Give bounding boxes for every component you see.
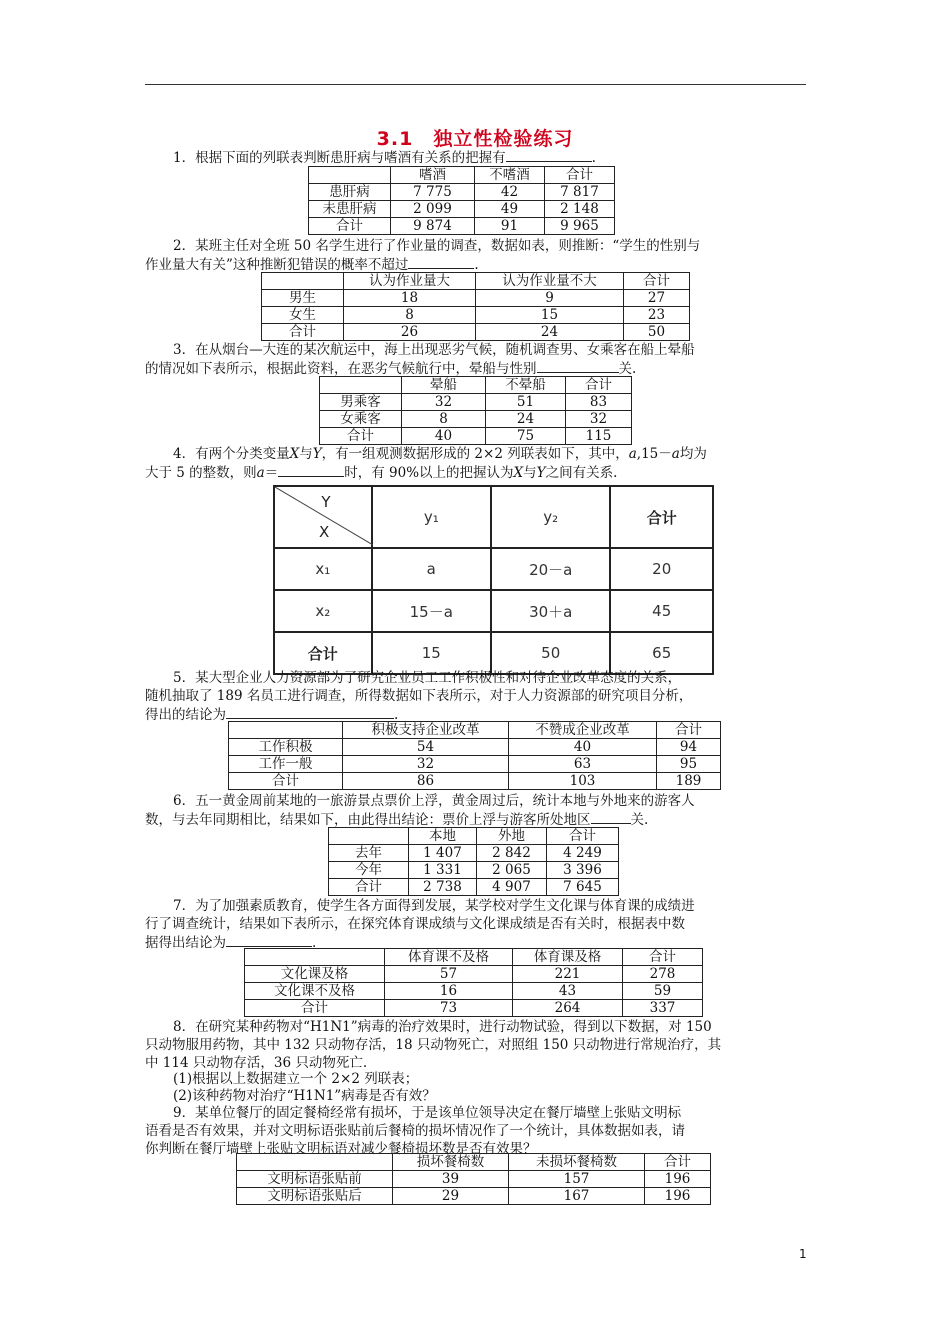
table-cell: 女乘客	[320, 411, 402, 428]
table-row	[274, 632, 713, 674]
table-cell: 女生	[262, 307, 344, 324]
q4-text: 4．有两个分类变量X与Y，有一组观测数据形成的 2×2 列联表如下，其中，a,15－a均为 大于 5 的整数，则a＝ 时，有 90%以上的把握认为X与Y之间有关系.	[145, 446, 707, 481]
table-cell: 合计	[566, 377, 632, 394]
table-cell: 认为作业量不大	[476, 273, 624, 290]
q1-text: 1．根据下面的列联表判断患肝病与嗜酒有关系的把握有 .	[173, 150, 596, 166]
table-cell: 91	[475, 218, 545, 235]
table-cell: 未损坏餐椅数	[509, 1154, 645, 1171]
table-cell: 9 965	[545, 218, 615, 235]
table-row	[309, 218, 615, 235]
table-cell: 本地	[409, 828, 477, 845]
table-cell: 50	[624, 324, 690, 341]
table-cell: y₁	[372, 486, 491, 548]
q5-table	[228, 721, 721, 790]
table-cell	[245, 949, 385, 966]
table-row	[329, 862, 619, 879]
table-header-row	[309, 167, 615, 184]
table-cell: 体育课及格	[513, 949, 623, 966]
table-cell	[309, 167, 391, 184]
table-cell: 42	[475, 184, 545, 201]
table-cell: 去年	[329, 845, 409, 862]
table-cell: 损坏餐椅数	[393, 1154, 509, 1171]
table-row	[274, 548, 713, 590]
table-row	[309, 184, 615, 201]
table-cell: 95	[657, 756, 721, 773]
q3-table	[319, 376, 632, 445]
table-cell: 157	[509, 1171, 645, 1188]
table-cell: 2 148	[545, 201, 615, 218]
table-cell: 合计	[309, 218, 391, 235]
table-cell	[229, 722, 343, 739]
q4-table	[273, 485, 714, 675]
table-cell: 合计	[245, 1000, 385, 1017]
table-cell: 2 099	[391, 201, 475, 218]
table-cell: 4 907	[477, 879, 547, 896]
table-cell: 54	[343, 739, 509, 756]
q8-text: 8．在研究某种药物对“H1N1”病毒的治疗效果时，进行动物试验，得到以下数据，对 150 只动物服用药物，其中 132 只动物存活，18 只动物死亡，对照组 150 只动物进行常规治疗，其 中 114 只动物存活，36 只动物死亡.	[145, 1019, 722, 1071]
answer-blank	[226, 933, 312, 947]
table-cell: 认为作业量大	[344, 273, 476, 290]
table-row	[262, 290, 690, 307]
table-cell	[237, 1154, 393, 1171]
table-cell: 39	[393, 1171, 509, 1188]
table-cell: 50	[491, 632, 610, 674]
table-row	[262, 324, 690, 341]
q8-sub2: (2)该种药物对治疗“H1N1”病毒是否有效？	[173, 1088, 436, 1104]
table-row	[320, 428, 632, 445]
table-cell: 合计	[545, 167, 615, 184]
q9-table	[236, 1153, 711, 1205]
table-cell: 32	[566, 411, 632, 428]
table-cell: 8	[344, 307, 476, 324]
table-cell: 16	[385, 983, 513, 1000]
table-cell: 文明标语张贴后	[237, 1188, 393, 1205]
table-cell: a	[372, 548, 491, 590]
table-cell: 4 249	[547, 845, 619, 862]
q7-table	[244, 948, 703, 1017]
table-cell: 不赞成企业改革	[509, 722, 657, 739]
table-cell: 94	[657, 739, 721, 756]
table-cell: 7 645	[547, 879, 619, 896]
table-cell: 嗜酒	[391, 167, 475, 184]
table-cell: 278	[623, 966, 703, 983]
table-cell: 24	[476, 324, 624, 341]
table-cell: 工作一般	[229, 756, 343, 773]
table-row	[274, 590, 713, 632]
q9-text: 9．某单位餐厅的固定餐椅经常有损坏，于是该单位领导决定在餐厅墙壁上张贴文明标 语看是否有效果，并对文明标语张贴前后餐椅的损坏情况作了一个统计，具体数据如表，请 你判断在餐厅墙壁上张贴文明标语对减少餐椅损坏数是否有效果？	[145, 1105, 685, 1157]
table-row	[245, 966, 703, 983]
q6-table	[328, 827, 619, 896]
table-cell: 合计	[547, 828, 619, 845]
table-cell: 15	[476, 307, 624, 324]
table-cell: 40	[509, 739, 657, 756]
q2-table	[261, 272, 690, 341]
table-cell: 2 738	[409, 879, 477, 896]
table-cell: 外地	[477, 828, 547, 845]
table-cell: 合计	[657, 722, 721, 739]
table-row	[229, 756, 721, 773]
table-cell: 221	[513, 966, 623, 983]
table-row	[237, 1188, 711, 1205]
answer-blank	[591, 810, 631, 824]
table-cell: 73	[385, 1000, 513, 1017]
table-cell: 患肝病	[309, 184, 391, 201]
table-cell: 合计	[229, 773, 343, 790]
table-cell: 积极支持企业改革	[343, 722, 509, 739]
q5-text: 5．某大型企业人力资源部为了研究企业员工工作积极性和对待企业改革态度的关系， 随机抽取了 189 名员工进行调查，所得数据如下表所示，对于人力资源部的研究项目分析， 得出的结论为 .	[145, 670, 693, 723]
table-cell: 体育课不及格	[385, 949, 513, 966]
answer-blank	[408, 255, 474, 269]
answer-blank	[278, 463, 344, 477]
table-cell: 文化课不及格	[245, 983, 385, 1000]
table-cell: 15－a	[372, 590, 491, 632]
table-cell: 9	[476, 290, 624, 307]
table-cell: 30＋a	[491, 590, 610, 632]
table-cell	[320, 377, 402, 394]
table-cell: 196	[645, 1171, 711, 1188]
table-cell: 49	[475, 201, 545, 218]
table-cell: 51	[486, 394, 566, 411]
q1-table	[308, 166, 615, 235]
table-cell: 9 874	[391, 218, 475, 235]
q8-sub1: (1)根据以上数据建立一个 2×2 列联表；	[173, 1071, 419, 1087]
table-cell: 26	[344, 324, 476, 341]
table-row	[320, 411, 632, 428]
diagonal-corner-cell	[274, 486, 372, 548]
page-number: 1	[799, 1247, 807, 1261]
table-cell: 337	[623, 1000, 703, 1017]
table-cell: 167	[509, 1188, 645, 1205]
table-cell: 2 065	[477, 862, 547, 879]
table-cell: 男生	[262, 290, 344, 307]
table-cell: 59	[623, 983, 703, 1000]
table-cell: 合计	[624, 273, 690, 290]
table-cell: 2 842	[477, 845, 547, 862]
table-cell: 57	[385, 966, 513, 983]
table-row	[229, 773, 721, 790]
table-cell: 63	[509, 756, 657, 773]
page-title: 3.1 独立性检验练习	[376, 128, 574, 150]
table-cell: 文明标语张贴前	[237, 1171, 393, 1188]
table-cell: 3 396	[547, 862, 619, 879]
table-row	[245, 1000, 703, 1017]
table-cell: 今年	[329, 862, 409, 879]
table-cell: 75	[486, 428, 566, 445]
table-cell: 未患肝病	[309, 201, 391, 218]
table-cell: 8	[402, 411, 486, 428]
q3-text: 3．在从烟台—大连的某次航运中，海上出现恶劣气候，随机调查男、女乘客在船上晕船 的情况如下表所示，根据此资料，在恶劣气候航行中，晕船与性别 关.	[145, 342, 695, 377]
table-cell: 不晕船	[486, 377, 566, 394]
table-cell: 43	[513, 983, 623, 1000]
table-cell: 32	[402, 394, 486, 411]
table-cell: 男乘客	[320, 394, 402, 411]
table-row	[329, 845, 619, 862]
table-cell: 18	[344, 290, 476, 307]
answer-blank	[506, 148, 592, 162]
table-cell: x₁	[274, 548, 372, 590]
table-row	[237, 1171, 711, 1188]
table-cell: 196	[645, 1188, 711, 1205]
table-cell: 32	[343, 756, 509, 773]
header-rule	[145, 84, 806, 85]
table-cell: 合计	[645, 1154, 711, 1171]
q7-text: 7．为了加强素质教育，使学生各方面得到发展，某学校对学生文化课与体育课的成绩进 行了调查统计，结果如下表所示，在探究体育课成绩与文化课成绩是否有关时，根据表中数 据得出结论为 .	[145, 898, 695, 951]
corner-label-x: X	[319, 523, 330, 541]
table-cell: 45	[610, 590, 713, 632]
table-cell: 7 775	[391, 184, 475, 201]
table-cell: 189	[657, 773, 721, 790]
table-cell: 24	[486, 411, 566, 428]
table-cell: 1 407	[409, 845, 477, 862]
table-cell: y₂	[491, 486, 610, 548]
table-cell: 工作积极	[229, 739, 343, 756]
answer-blank	[537, 359, 619, 373]
table-cell: 86	[343, 773, 509, 790]
table-cell: 20	[610, 548, 713, 590]
table-cell: 合计	[320, 428, 402, 445]
table-cell: 晕船	[402, 377, 486, 394]
table-cell: 15	[372, 632, 491, 674]
table-row	[229, 739, 721, 756]
answer-blank	[226, 705, 394, 719]
table-row	[320, 394, 632, 411]
table-cell: 83	[566, 394, 632, 411]
table-row	[309, 201, 615, 218]
table-cell: 115	[566, 428, 632, 445]
table-cell: 27	[624, 290, 690, 307]
table-cell: 65	[610, 632, 713, 674]
table-cell: 23	[624, 307, 690, 324]
table-cell: x₂	[274, 590, 372, 632]
table-cell: 合计	[274, 632, 372, 674]
table-cell: 7 817	[545, 184, 615, 201]
table-cell: 文化课及格	[245, 966, 385, 983]
table-row	[329, 879, 619, 896]
corner-label-y: Y	[321, 493, 331, 511]
table-row	[262, 307, 690, 324]
table-cell: 合计	[262, 324, 344, 341]
table-cell: 合计	[623, 949, 703, 966]
q2-text: 2．某班主任对全班 50 名学生进行了作业量的调查，数据如表，则推断：“学生的性别与 作业量大有关”这种推断犯错误的概率不超过 .	[145, 238, 701, 273]
table-cell: 103	[509, 773, 657, 790]
table-row	[245, 983, 703, 1000]
table-cell	[329, 828, 409, 845]
table-cell: 20－a	[491, 548, 610, 590]
table-cell: 合计	[610, 486, 713, 548]
table-cell: 1 331	[409, 862, 477, 879]
table-cell: 29	[393, 1188, 509, 1205]
table-cell: 不嗜酒	[475, 167, 545, 184]
q6-text: 6．五一黄金周前某地的一旅游景点票价上浮，黄金周过后，统计本地与外地来的游客人 数，与去年同期相比，结果如下，由此得出结论：票价上浮与游客所处地区 关.	[145, 793, 695, 828]
table-cell	[262, 273, 344, 290]
table-cell: 合计	[329, 879, 409, 896]
table-cell: 40	[402, 428, 486, 445]
table-cell: 264	[513, 1000, 623, 1017]
